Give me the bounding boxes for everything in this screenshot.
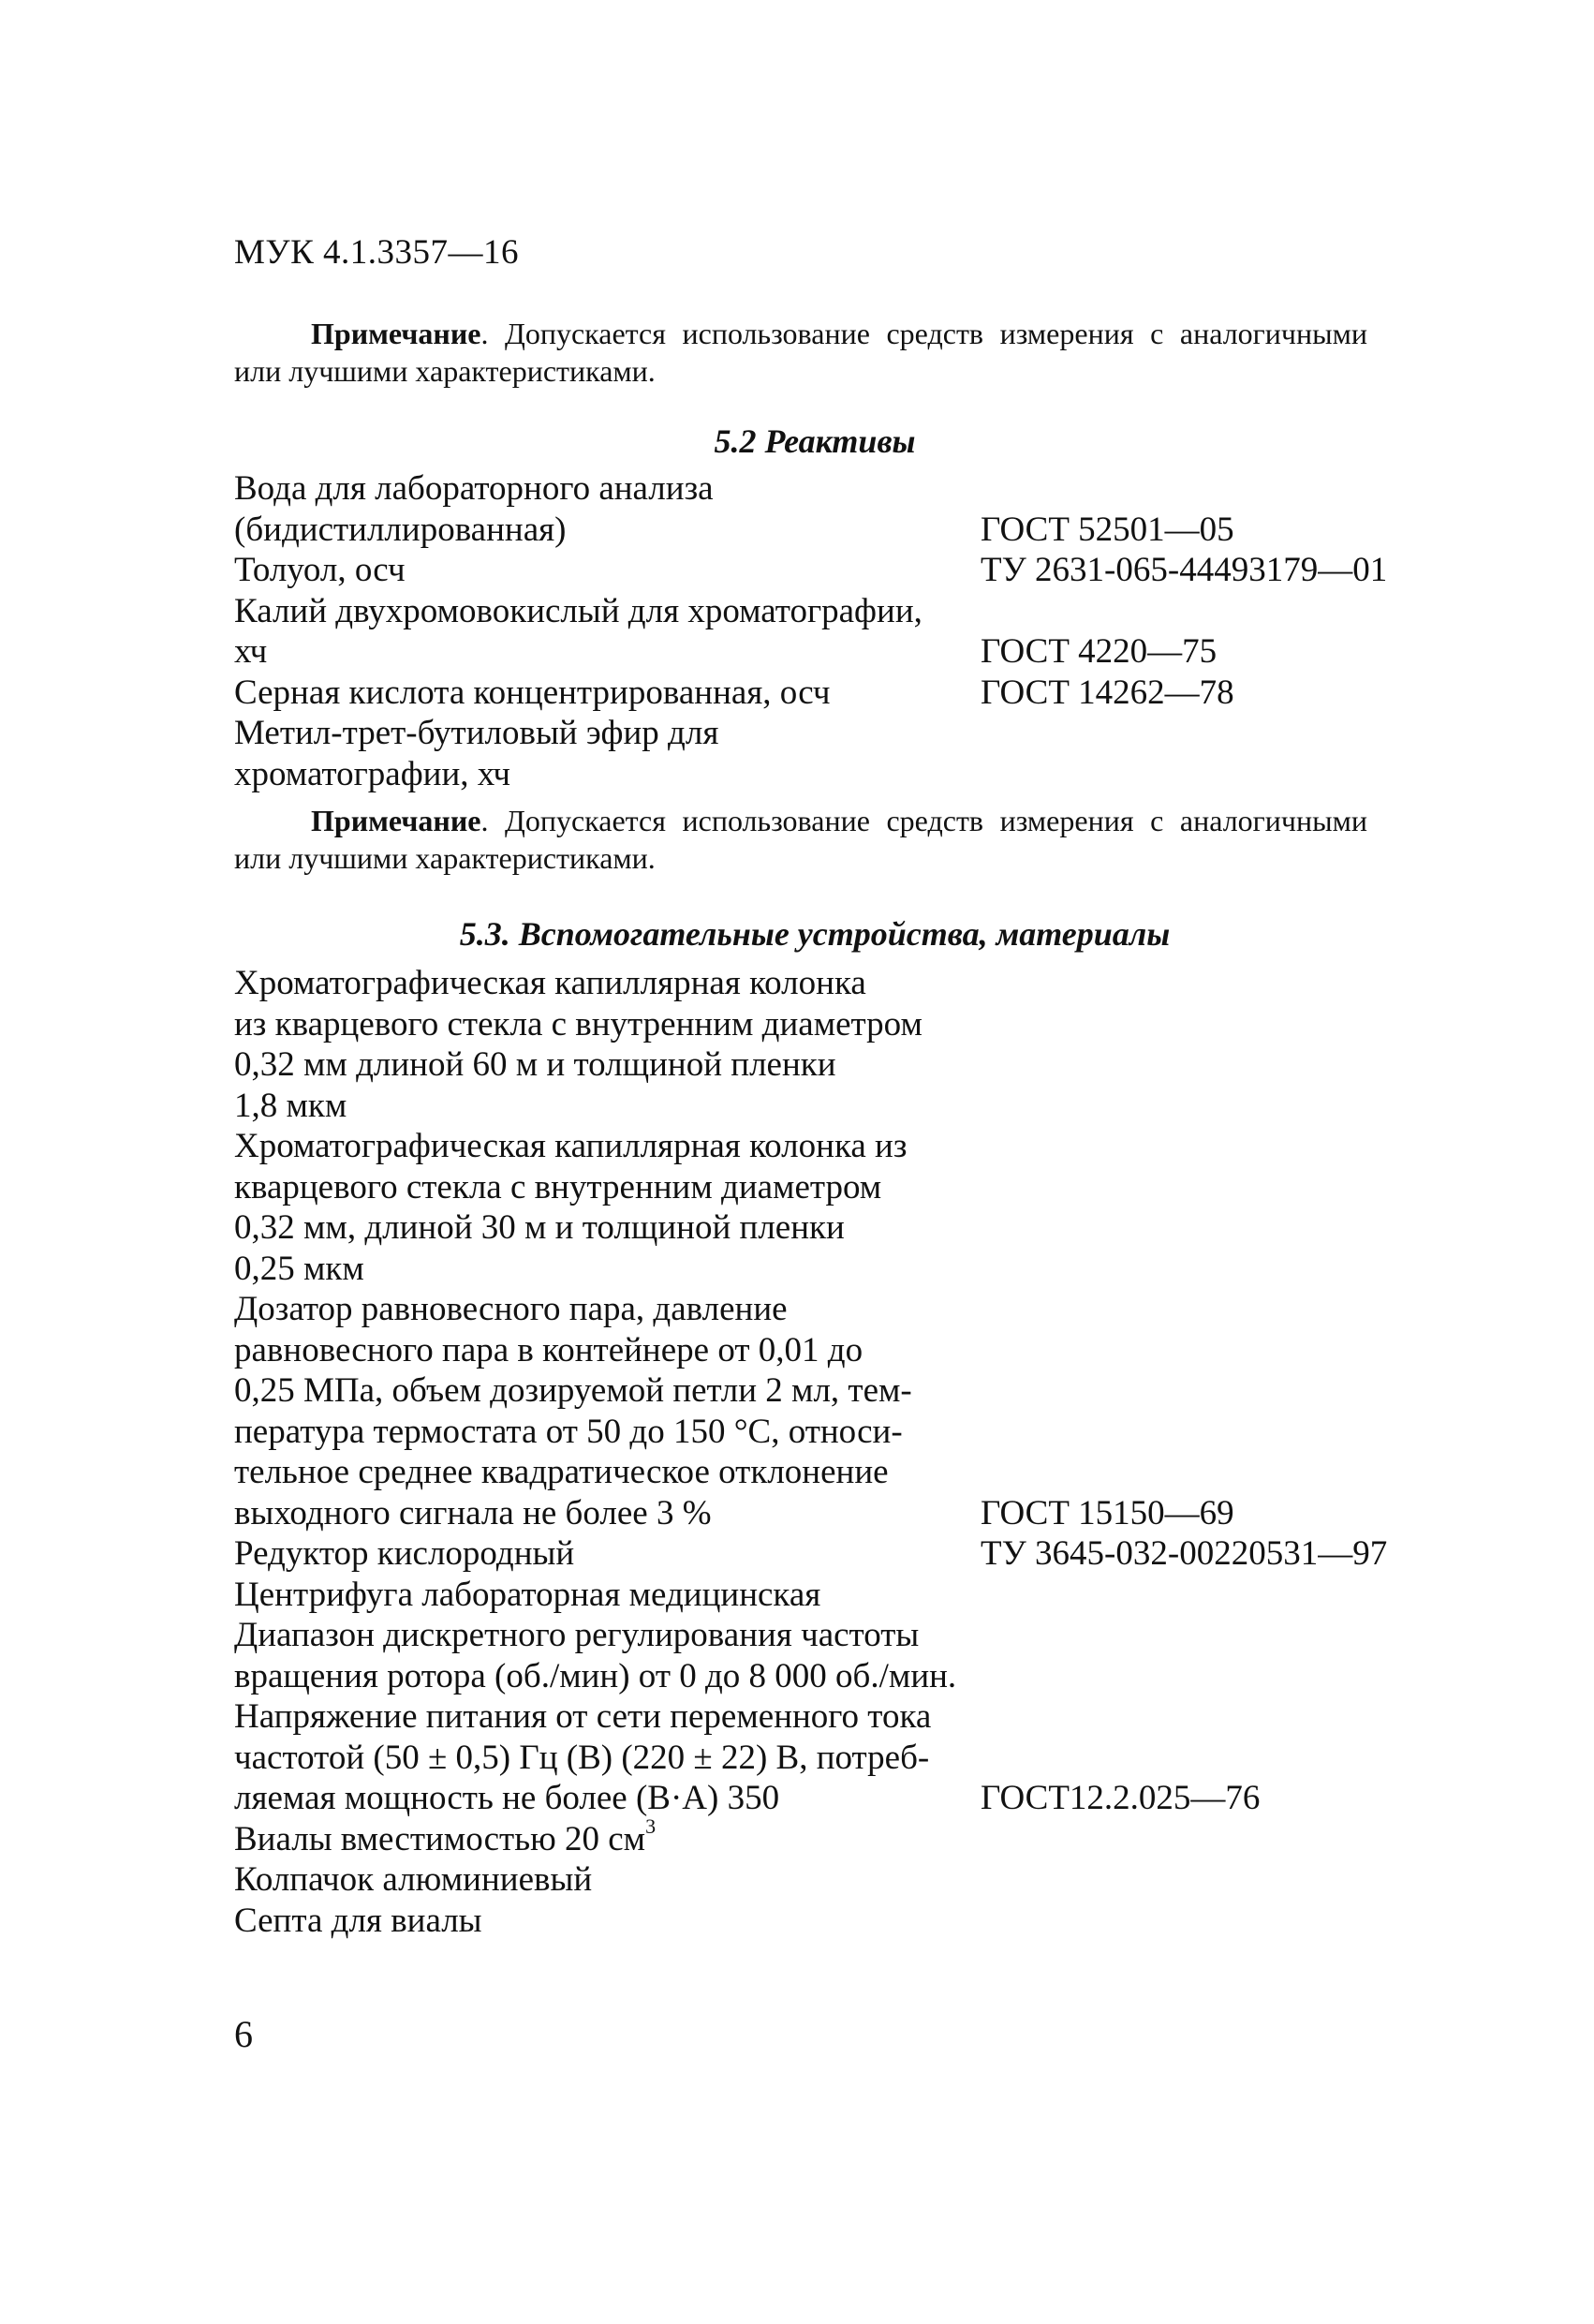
- item-description: [234, 673, 831, 714]
- item-standard: ТУ 2631-065-44493179—01: [981, 551, 1388, 589]
- item-description: [234, 1901, 482, 1942]
- list-item: [234, 1167, 1433, 1208]
- item-description: [234, 1126, 907, 1167]
- list-item: [234, 1901, 1433, 1942]
- list-item: [234, 1412, 1433, 1453]
- item-description: [234, 1738, 929, 1779]
- note-text: . Допускается использование средств измерения с аналогичными или лучшими характеристиками.: [234, 317, 1367, 388]
- item-description: [234, 1249, 364, 1290]
- item-description: [234, 550, 406, 591]
- list-item: [234, 1493, 1433, 1534]
- item-description-text: 0,25 МПа, объем дозируемой петли 2 мл, тем-: [234, 1371, 912, 1410]
- item-description-text: Вода для лабораторного анализа: [234, 469, 714, 508]
- item-standard: ТУ 3645-032-00220531—97: [981, 1534, 1388, 1573]
- list-item: [234, 1778, 1433, 1819]
- item-description: [234, 1778, 779, 1819]
- item-standard: ГОСТ 4220—75: [981, 632, 1218, 671]
- note-paragraph-1: [234, 315, 1367, 390]
- list-item: [234, 1207, 1433, 1249]
- list-item: [234, 1086, 1433, 1127]
- item-description-text: Колпачок алюминиевый: [234, 1860, 593, 1899]
- item-description: [234, 713, 718, 754]
- list-item: [234, 1330, 1433, 1371]
- note-text: . Допускается использование средств измерения с аналогичными или лучшими характеристиками.: [234, 804, 1367, 875]
- list-item: [234, 1656, 1433, 1697]
- item-description: [234, 1493, 712, 1534]
- item-description: [234, 1167, 881, 1208]
- list-item: [234, 1696, 1433, 1738]
- list-item: [234, 1859, 1433, 1901]
- list-item: [234, 1615, 1433, 1656]
- item-description: [234, 1814, 657, 1860]
- item-description: [234, 1330, 863, 1371]
- item-description-text: хч: [234, 632, 268, 671]
- item-description-text: (бидистиллированная): [234, 510, 567, 549]
- list-item: [234, 1289, 1433, 1330]
- list-item: [234, 510, 1433, 551]
- item-description: [234, 1696, 931, 1738]
- superscript: 3: [645, 1814, 657, 1839]
- item-description-text: 1,8 мкм: [234, 1086, 347, 1125]
- note-label: Примечание: [311, 804, 481, 837]
- item-description-text: вращения ротора (об./мин) от 0 до 8 000 об./мин.: [234, 1656, 957, 1695]
- item-description: [234, 1615, 919, 1656]
- list-item: [234, 713, 1433, 754]
- item-description: [234, 1289, 788, 1330]
- item-description-text: 0,25 мкм: [234, 1249, 364, 1288]
- list-item: [234, 468, 1433, 510]
- item-description-text: Хроматографическая капиллярная колонка из: [234, 1127, 908, 1165]
- list-item: [234, 1004, 1433, 1045]
- item-description: [234, 754, 510, 795]
- item-description-text: Толуол, осч: [234, 551, 406, 589]
- list-item: [234, 1126, 1433, 1167]
- item-description: [234, 1207, 845, 1249]
- item-standard: ГОСТ 52501—05: [981, 510, 1234, 549]
- item-description-text: Напряжение питания от сети переменного тока: [234, 1697, 932, 1736]
- auxiliary-list: [234, 963, 1433, 1941]
- list-item: [234, 550, 1433, 591]
- list-item: [234, 1249, 1433, 1290]
- list-item: [234, 1452, 1433, 1493]
- list-item: [234, 1533, 1433, 1575]
- item-standard: ГОСТ 15150—69: [981, 1493, 1234, 1532]
- item-description: [234, 1452, 889, 1493]
- list-item: [234, 673, 1433, 714]
- section-title-auxiliary: 5.3. Вспомогательные устройства, материалы: [459, 915, 1171, 953]
- reagents-list: [234, 468, 1433, 794]
- item-description-text: кварцевого стекла с внутренним диаметром: [234, 1167, 882, 1206]
- item-standard: ГОСТ12.2.025—76: [981, 1779, 1261, 1817]
- item-description: [234, 1859, 592, 1901]
- list-item: [234, 754, 1433, 795]
- item-description: [234, 1044, 836, 1086]
- item-description-text: Центрифуга лабораторная медицинская: [234, 1575, 821, 1614]
- item-description: [234, 1575, 820, 1616]
- page-number: 6: [234, 2013, 253, 2055]
- item-description-text: Серная кислота концентрированная, осч: [234, 673, 831, 712]
- item-description-text: выходного сигнала не более 3 %: [234, 1493, 712, 1532]
- section-title-reagents: 5.2 Реактивы: [714, 422, 916, 460]
- list-item: [234, 1575, 1433, 1616]
- item-standard: ГОСТ 14262—78: [981, 673, 1234, 712]
- item-description-text: ляемая мощность не более (В·А) 350: [234, 1779, 780, 1817]
- item-description-text: Дозатор равновесного пара, давление: [234, 1290, 788, 1328]
- item-description: [234, 591, 922, 632]
- item-description-text: 0,32 мм, длиной 30 м и толщиной пленки: [234, 1208, 845, 1247]
- list-item: [234, 1814, 1433, 1860]
- item-description-text: Редуктор кислородный: [234, 1534, 575, 1573]
- item-description-text: частотой (50 ± 0,5) Гц (В) (220 ± 22) В, потреб-: [234, 1738, 930, 1777]
- item-description: [234, 1086, 347, 1127]
- list-item: [234, 1738, 1433, 1779]
- item-description-text: Диапазон дискретного регулирования частоты: [234, 1616, 920, 1654]
- item-description: [234, 631, 267, 673]
- item-description-text: Виалы вместимостью 20 см: [234, 1819, 646, 1858]
- item-description: [234, 1004, 922, 1045]
- item-description-text: 0,32 мм длиной 60 м и толщиной пленки: [234, 1045, 836, 1084]
- item-description-text: Септа для виалы: [234, 1901, 482, 1940]
- item-description: [234, 468, 714, 510]
- item-description-text: тельное среднее квадратическое отклонение: [234, 1453, 889, 1491]
- list-item: [234, 631, 1433, 673]
- list-item: [234, 963, 1433, 1004]
- list-item: [234, 1044, 1433, 1086]
- document-code: МУК 4.1.3357—16: [234, 233, 520, 272]
- item-description-text: Калий двухромовокислый для хроматографии,: [234, 591, 922, 630]
- item-description: [234, 1412, 903, 1453]
- item-description-text: хроматографии, хч: [234, 754, 511, 793]
- item-description-text: пература термостата от 50 до 150 °С, относи-: [234, 1412, 903, 1451]
- item-description: [234, 1370, 912, 1412]
- note-label: Примечание: [311, 317, 481, 350]
- item-description: [234, 1533, 574, 1575]
- item-description-text: равновесного пара в контейнере от 0,01 до: [234, 1330, 863, 1369]
- list-item: [234, 1370, 1433, 1412]
- item-description-text: Хроматографическая капиллярная колонка: [234, 964, 866, 1002]
- item-description: [234, 963, 866, 1004]
- item-description: [234, 1656, 956, 1697]
- item-description-text: из кварцевого стекла с внутренним диаметром: [234, 1004, 922, 1044]
- list-item: [234, 591, 1433, 632]
- item-description: [234, 510, 566, 551]
- note-paragraph-2: [234, 802, 1367, 877]
- item-description-text: Метил-трет-бутиловый эфир для: [234, 714, 719, 752]
